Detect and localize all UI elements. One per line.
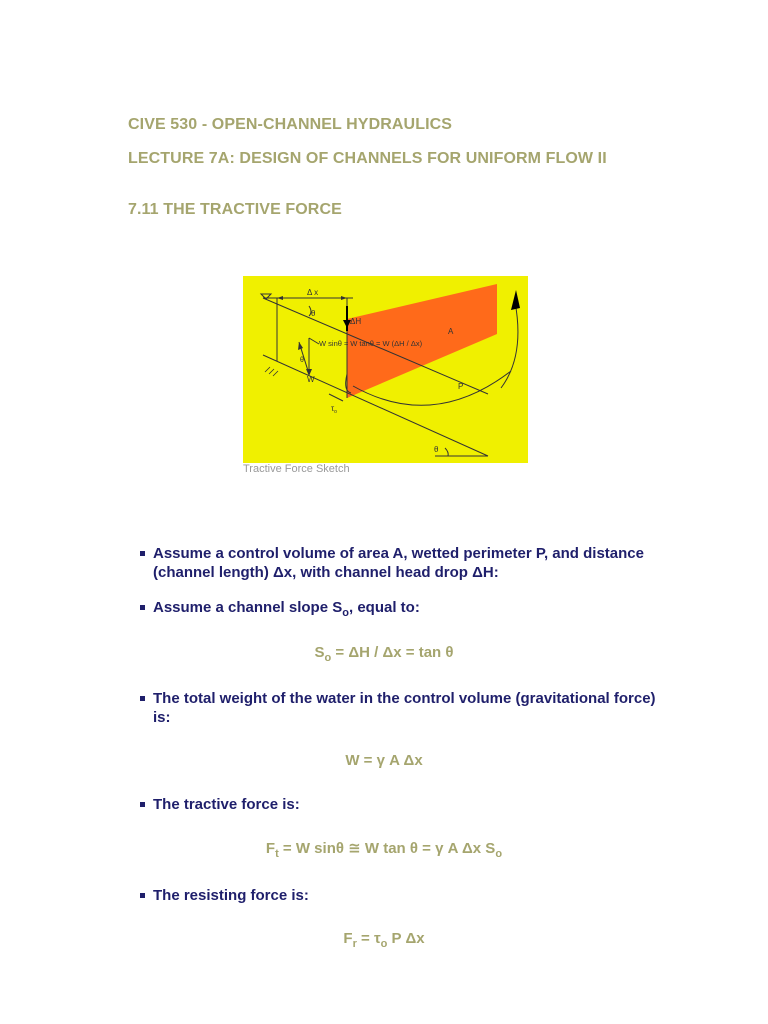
tractive-eq-rhs: = W sinθ ≅ W tan θ = γ A Δx S: [278, 840, 496, 857]
slope-intro-end: , equal to:: [348, 599, 420, 616]
bullet-tractive-force: The tractive force is:: [153, 795, 673, 814]
resisting-eq-rest: P Δx: [387, 930, 425, 947]
dx-arrow-right-icon: [341, 296, 347, 300]
weight-relation-label: W sinθ ≈ W tanθ = W (ΔH / Δx): [319, 339, 423, 348]
resisting-eq-tau: = τ: [356, 930, 381, 947]
slope-eq-rhs: = ΔH / Δx = tan θ: [331, 644, 454, 661]
resisting-force-equation: [0, 930, 768, 950]
shear-arrow: [329, 394, 343, 401]
tau-label: [331, 404, 337, 415]
sketch-svg: [243, 276, 528, 463]
resisting-eq-tau-sub: o: [380, 938, 388, 950]
resisting-eq-f: F: [343, 930, 353, 947]
tau-symbol: τ: [331, 404, 335, 413]
tractive-force-sketch: [243, 276, 528, 463]
tractive-force-equation: [0, 839, 768, 860]
area-label: A: [448, 327, 454, 336]
theta-top-label: θ: [311, 309, 316, 318]
dx-label: Δ x: [307, 288, 319, 297]
bullet-total-weight: The total weight of the water in the control volume (gravitational force) is:: [153, 689, 673, 727]
slope-intro-sub: o: [342, 607, 349, 619]
tractive-eq-rhs-sub: o: [495, 848, 503, 860]
slope-intro: Assume a channel slope S: [153, 599, 343, 616]
force-angle-label: θ: [300, 357, 304, 364]
dx-arrow-left-icon: [277, 296, 283, 300]
w-label: W: [307, 375, 315, 384]
slope-eq-sub: o: [324, 652, 332, 664]
normal-arrow-icon: [298, 342, 303, 350]
flow-up-arrow-icon: [511, 290, 520, 310]
slope-eq-s: S: [314, 644, 325, 661]
bullet-control-volume: Assume a control volume of area A, wetted perimeter P, and distance (channel length) Δx, with channel head drop ΔH:: [153, 544, 673, 582]
flow-sweep-curve: [501, 302, 518, 388]
resisting-eq-sub: r: [352, 938, 357, 950]
ground-hatch: [265, 367, 278, 376]
figure-caption: Tractive Force Sketch: [243, 463, 350, 475]
tangent-component: [309, 338, 319, 344]
p-label: P: [458, 382, 464, 391]
dh-label: ΔH: [350, 317, 362, 326]
bullet-resisting-force: The resisting force is:: [153, 886, 673, 905]
course-title: CIVE 530 - OPEN-CHANNEL HYDRAULICS: [128, 116, 453, 133]
section-title: 7.11 THE TRACTIVE FORCE: [128, 201, 342, 218]
tractive-eq-sub: t: [275, 848, 279, 860]
theta-bottom-arc: [445, 448, 448, 456]
bullet-channel-slope: [153, 598, 673, 623]
weight-equation: W = γ A Δx: [345, 752, 423, 769]
slope-equation: [0, 644, 768, 664]
tau-subscript: o: [334, 409, 337, 415]
tractive-eq-f: F: [265, 840, 276, 857]
lecture-title: LECTURE 7A: DESIGN OF CHANNELS FOR UNIFORM FLOW II: [128, 150, 607, 167]
theta-bottom-label: θ: [434, 445, 439, 454]
